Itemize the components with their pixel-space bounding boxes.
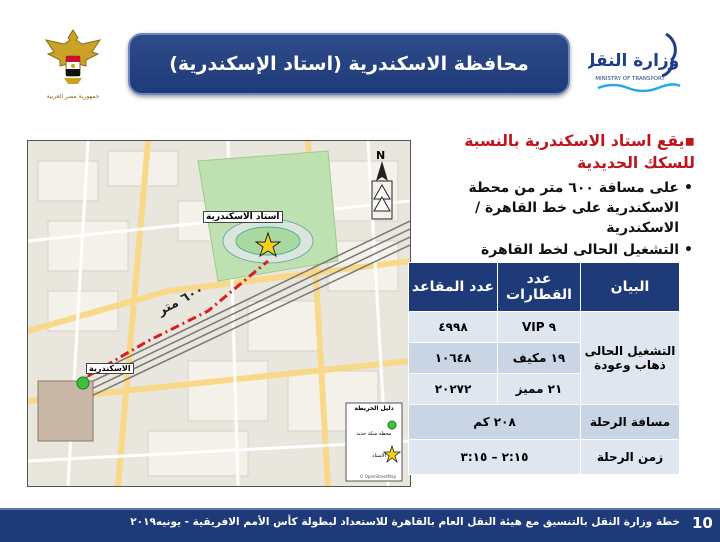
distance-row-label: مسافة الرحلة (581, 405, 680, 440)
train-table (408, 262, 680, 475)
legend-stadium: الاستاد (372, 453, 386, 459)
footer-text: خطة وزارة النقل بالتنسيق مع هيئة النقل العام بالقاهرة للاستعداد لبطولة كأس الأمم الافريقية - يونيه٢٠١٩ (130, 516, 680, 528)
ministry-logo (588, 28, 684, 98)
ministry-name: وزارة النقل (588, 51, 680, 71)
distance-value: ٢٠٨ كم (409, 405, 581, 440)
time-value: ٢:١٥ – ٣:١٥ (409, 440, 581, 475)
table-header-row (409, 263, 680, 312)
time-row-label: زمن الرحلة (581, 440, 680, 475)
section-heading: ▪يقع استاد الاسكندرية بالنسبة للسكك الحديدية (464, 132, 695, 172)
distance-label: ٦٠٠ متر (155, 282, 207, 319)
column-header: عدد المقاعد (409, 263, 498, 312)
column-header: البيان (581, 263, 680, 312)
seats-cell: ٤٩٩٨ (409, 312, 498, 343)
egypt-emblem-icon (42, 26, 104, 104)
page-number: 10 (692, 514, 713, 532)
table-row (409, 405, 680, 440)
svg-text:© OpenStreetMap: © OpenStreetMap (359, 474, 396, 479)
seats-cell: ١٠٦٤٨ (409, 343, 498, 374)
column-header: عدد القطارات (498, 263, 581, 312)
stadium-label: استاد الاسكندرية (203, 211, 283, 223)
bullet-item: • التشغيل الحالى لخط القاهرة (418, 240, 695, 280)
ministry-english: MINISTRY OF TRANSPORT (595, 76, 665, 82)
station-label: الاسكندرية (86, 363, 134, 374)
north-label: N (376, 149, 386, 162)
bullet-item: • على مسافة ٦٠٠ متر من محطة الاسكندرية على خط القاهرة /الاسكندرية (418, 178, 695, 238)
seats-cell: ٢٠٢٧٢ (409, 374, 498, 405)
trains-cell: ١٩ مكيف (498, 343, 581, 374)
table-row (409, 440, 680, 475)
trains-cell: ٩ VIP (498, 312, 581, 343)
table-row (409, 312, 680, 343)
legend-title: دليل الخريطة (354, 405, 394, 412)
footer-bar (0, 508, 720, 542)
legend-station: محطة سكة حديد (356, 431, 392, 437)
operation-label: التشغيل الحالى ذهاب وعودة (581, 312, 680, 405)
location-map (27, 140, 411, 487)
trains-cell: ٢١ مميز (498, 374, 581, 405)
emblem-caption: جمهورية مصر العربية (46, 93, 100, 100)
title-banner (128, 33, 570, 95)
page-title: محافظة الاسكندرية (استاد الإسكندرية) (169, 53, 529, 75)
